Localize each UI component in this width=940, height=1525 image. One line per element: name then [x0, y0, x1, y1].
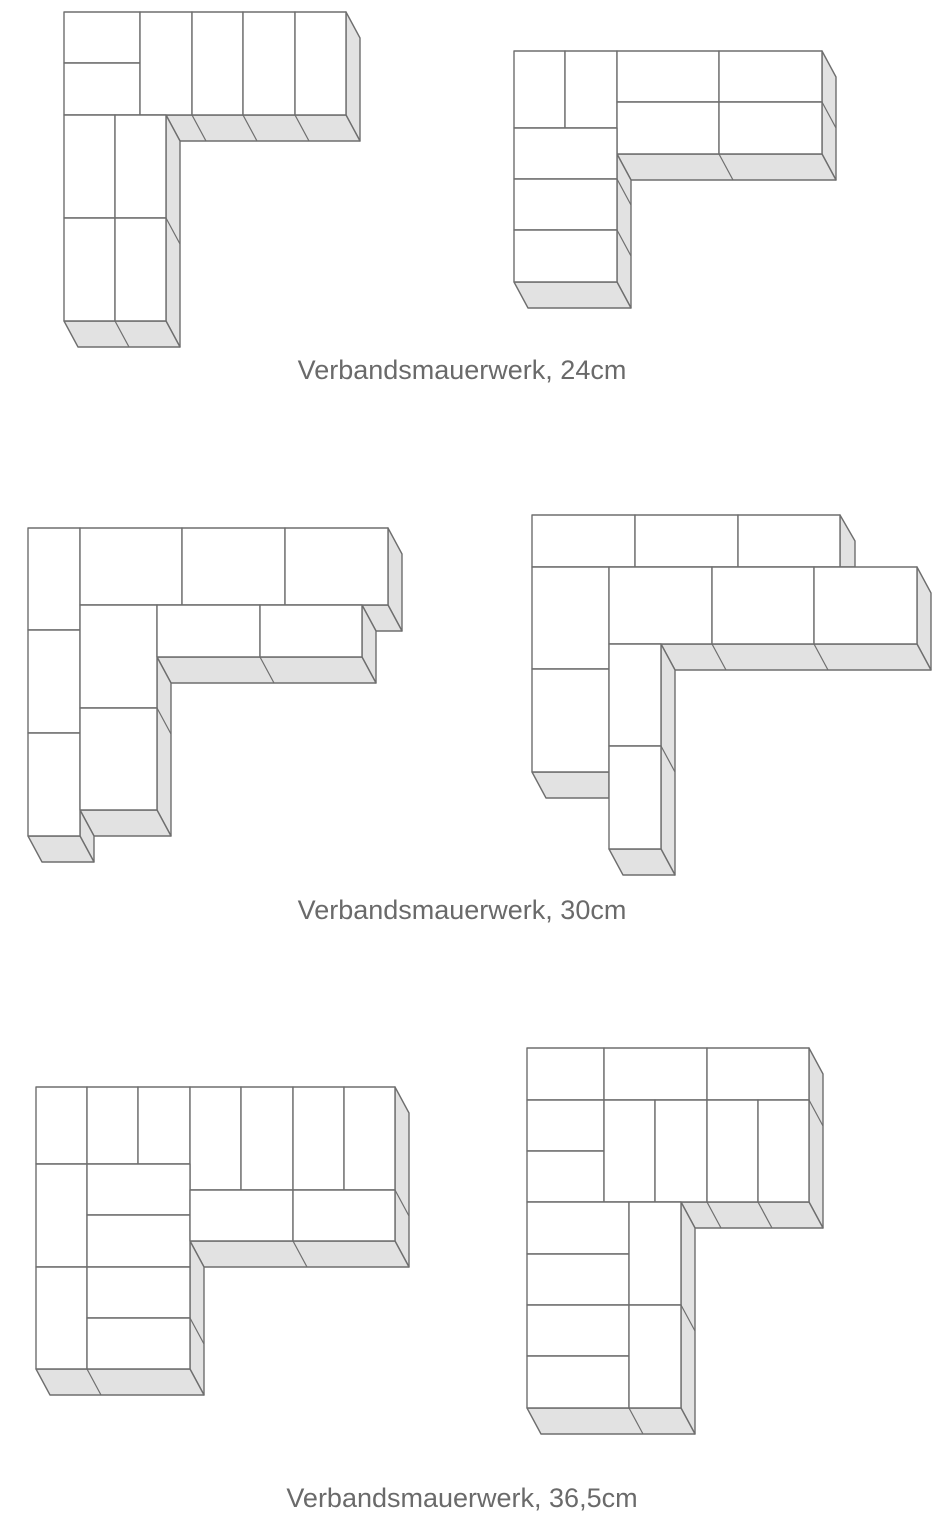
brick	[617, 51, 719, 102]
brick	[514, 128, 617, 179]
brick	[707, 1048, 809, 1100]
brick	[604, 1100, 655, 1202]
brick	[36, 1267, 87, 1369]
brick	[527, 1048, 604, 1100]
brick	[712, 567, 814, 644]
brick	[28, 630, 80, 733]
caption-24cm: Verbandsmauerwerk, 24cm	[297, 355, 627, 385]
brick	[295, 12, 346, 115]
brick	[140, 12, 192, 115]
brick	[609, 567, 712, 644]
brick	[635, 515, 738, 567]
brick	[80, 528, 182, 605]
brick	[514, 230, 617, 282]
brick	[64, 115, 115, 218]
brick	[87, 1164, 190, 1215]
brick	[655, 1100, 707, 1202]
brick	[609, 644, 661, 746]
brick	[532, 515, 635, 567]
brick	[629, 1202, 681, 1305]
layer-365cm-a-bricks	[36, 1087, 395, 1369]
brick	[87, 1087, 138, 1164]
brick	[344, 1087, 395, 1190]
brick	[115, 218, 166, 321]
layer-24cm-a	[64, 12, 360, 347]
brick-side	[661, 644, 931, 670]
brick	[527, 1100, 604, 1151]
brick-side	[681, 1202, 823, 1228]
brick-side	[840, 515, 855, 567]
brick	[527, 1356, 629, 1408]
brick	[192, 12, 243, 115]
brick	[260, 605, 362, 657]
brick	[532, 669, 609, 772]
brick	[190, 1087, 241, 1190]
brick	[629, 1305, 681, 1408]
brick	[87, 1215, 190, 1267]
brick	[64, 63, 140, 115]
brick	[719, 102, 822, 154]
layer-30cm-a	[28, 528, 402, 862]
brick	[604, 1048, 707, 1100]
brick	[138, 1087, 190, 1164]
brick	[514, 179, 617, 230]
layer-24cm-b	[514, 51, 836, 308]
brick-side	[514, 282, 631, 308]
layer-365cm-a	[36, 1087, 409, 1395]
brick-side	[36, 1369, 204, 1395]
brick-side	[527, 1408, 695, 1434]
brick-side	[157, 657, 171, 836]
brick	[80, 605, 157, 708]
brick	[36, 1087, 87, 1164]
brick	[80, 708, 157, 810]
brick	[617, 102, 719, 154]
layer-30cm-b-bricks	[532, 515, 917, 849]
brick	[64, 12, 140, 63]
brick	[532, 567, 609, 669]
layer-30cm-b	[532, 515, 931, 875]
brick	[514, 51, 565, 128]
brick	[36, 1164, 87, 1267]
brick	[707, 1100, 758, 1202]
brick	[28, 528, 80, 630]
brick-side	[395, 1087, 409, 1267]
brick-side	[166, 115, 360, 141]
brick	[64, 218, 115, 321]
brick	[565, 51, 617, 128]
brick	[527, 1305, 629, 1356]
layer-365cm-b	[527, 1048, 823, 1434]
brick	[758, 1100, 809, 1202]
brick	[182, 528, 285, 605]
brick-side	[532, 772, 609, 798]
brick-side	[80, 810, 171, 836]
brick	[87, 1267, 190, 1318]
brick	[87, 1318, 190, 1369]
brick	[719, 51, 822, 102]
brick	[28, 733, 80, 836]
brick	[241, 1087, 293, 1190]
layer-24cm-a-bricks	[64, 12, 346, 321]
brick	[527, 1254, 629, 1305]
brick	[527, 1202, 629, 1254]
brick	[293, 1087, 344, 1190]
brick	[190, 1190, 293, 1241]
brick	[293, 1190, 395, 1241]
caption-36-5cm: Verbandsmauerwerk, 36,5cm	[286, 1483, 638, 1513]
brick	[738, 515, 840, 567]
brick	[814, 567, 917, 644]
brick	[243, 12, 295, 115]
brick	[527, 1151, 604, 1202]
brick	[609, 746, 661, 849]
caption-30cm: Verbandsmauerwerk, 30cm	[297, 895, 627, 925]
brick-side	[809, 1048, 823, 1228]
brick	[285, 528, 388, 605]
brick	[157, 605, 260, 657]
brick	[115, 115, 166, 218]
